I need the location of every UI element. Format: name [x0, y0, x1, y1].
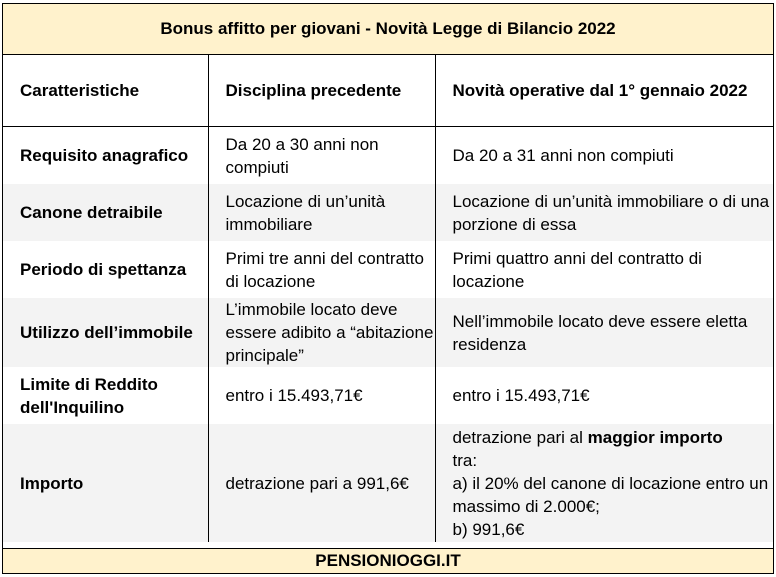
table-title: Bonus affitto per giovani - Novità Legge di Bilancio 2022: [3, 4, 773, 55]
importo-intro: detrazione pari al maggior importo: [452, 427, 723, 447]
prev-cell: entro i 15.493,71€: [208, 367, 435, 424]
row-label: Periodo di spettanza: [3, 241, 208, 298]
new-cell: Nell’immobile locato deve essere eletta residenza: [435, 298, 773, 367]
header-caratteristiche: Caratteristiche: [3, 55, 208, 127]
prev-cell: Da 20 a 30 anni non compiuti: [208, 127, 435, 185]
row-label: Limite di Reddito dell'Inquilino: [3, 367, 208, 424]
importo-option-a: a) il 20% del canone di locazione entro un massimo di 2.000€;: [452, 473, 769, 516]
prev-cell: Locazione di un’unità immobiliare: [208, 184, 435, 241]
row-label: Canone detraibile: [3, 184, 208, 241]
new-cell: [435, 424, 773, 542]
comparison-table: [3, 55, 773, 542]
row-label: Requisito anagrafico: [3, 127, 208, 185]
table-row: [3, 367, 773, 424]
table-frame: [2, 3, 774, 574]
table-row: [3, 298, 773, 367]
footer-source: PENSIONIOGGI.IT: [3, 548, 773, 573]
header-row: [3, 55, 773, 127]
table-row: [3, 241, 773, 298]
table-row: [3, 184, 773, 241]
new-cell: Primi quattro anni del contratto di locazione: [435, 241, 773, 298]
new-cell: Locazione di un’unità immobiliare o di una porzione di essa: [435, 184, 773, 241]
importo-tra: tra:: [452, 450, 478, 470]
table-row: [3, 424, 773, 542]
importo-option-b: b) 991,6€: [452, 519, 525, 539]
new-cell: entro i 15.493,71€: [435, 367, 773, 424]
table-row: [3, 127, 773, 185]
prev-cell: L’immobile locato deve essere adibito a “abitazione principale”: [208, 298, 435, 367]
header-novita-operative: Novità operative dal 1° gennaio 2022: [435, 55, 773, 127]
row-label: Utilizzo dell’immobile: [3, 298, 208, 367]
prev-cell: Primi tre anni del contratto di locazione: [208, 241, 435, 298]
row-label: Importo: [3, 424, 208, 542]
header-disciplina-precedente: Disciplina precedente: [208, 55, 435, 127]
new-cell: Da 20 a 31 anni non compiuti: [435, 127, 773, 185]
prev-cell: detrazione pari a 991,6€: [208, 424, 435, 542]
importo-bold: maggior importo: [587, 427, 723, 447]
